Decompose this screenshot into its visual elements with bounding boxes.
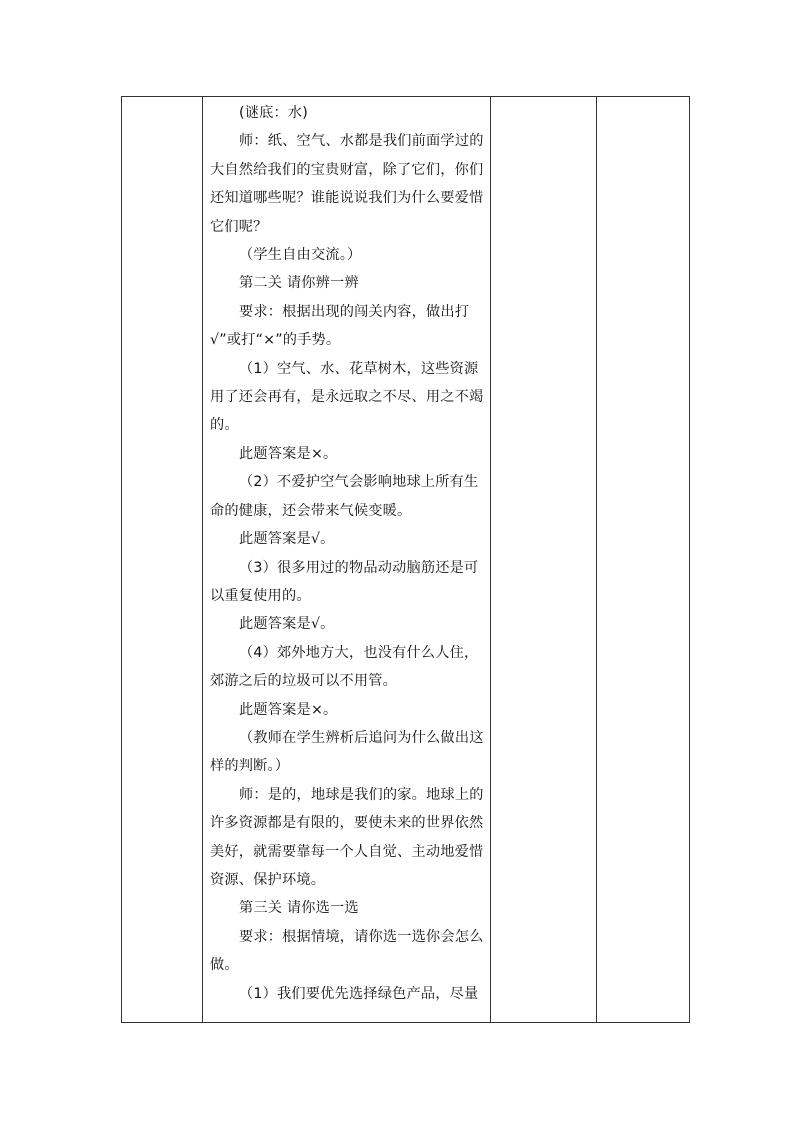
paragraph: 此题答案是×。 <box>239 701 338 718</box>
paragraph: （3）很多用过的物品动动脑筋还是可以重复使用的。 <box>210 559 479 604</box>
paragraph: （学生自由交流。） <box>239 247 362 264</box>
paragraph: （4）郊外地方大，也没有什么人住，郊游之后的垃圾可以不用管。 <box>210 644 479 690</box>
lesson-content <box>210 99 484 1008</box>
paragraph: 要求：根据出现的闯关内容，做出打√”或打“×”的手势。 <box>210 303 470 349</box>
table-column-3 <box>490 97 597 1022</box>
table-column-1 <box>122 97 203 1022</box>
paragraph: （1）空气、水、花草树木，这些资源用了还会再有，是永远取之不尽、用之不竭的。 <box>210 360 484 434</box>
paragraph: (谜底：水) <box>239 105 309 121</box>
paragraph: 第三关 请你选一选 <box>239 900 359 917</box>
paragraph: （教师在学生辨析后追问为什么做出这样的判断。） <box>210 729 484 775</box>
lesson-plan-table <box>121 96 690 1023</box>
paragraph: 此题答案是×。 <box>239 445 338 462</box>
paragraph: 第二关 请你辨一辨 <box>239 275 359 292</box>
paragraph: 要求：根据情境，请你选一选你会怎么做。 <box>210 928 484 974</box>
paragraph: 此题答案是√。 <box>239 616 335 633</box>
paragraph: 师：是的，地球是我们的家。地球上的许多资源都是有限的，要使未来的世界依然美好，就需要靠每一个人自觉、主动地爱惜资源、保护环境。 <box>210 786 484 888</box>
paragraph: （2）不爱护空气会影响地球上所有生命的健康，还会带来气候变暖。 <box>210 474 479 519</box>
table-column-2 <box>202 97 491 1022</box>
paragraph: 师：纸、空气、水都是我们前面学过的大自然给我们的宝贵财富，除了它们，你们还知道哪些呢？谁能说说我们为什么要爱惜它们呢？ <box>210 133 484 235</box>
table-column-4 <box>596 97 690 1022</box>
paragraph: 此题答案是√。 <box>239 531 335 548</box>
paragraph: （1）我们要优先选择绿色产品，尽量 <box>239 985 479 1002</box>
